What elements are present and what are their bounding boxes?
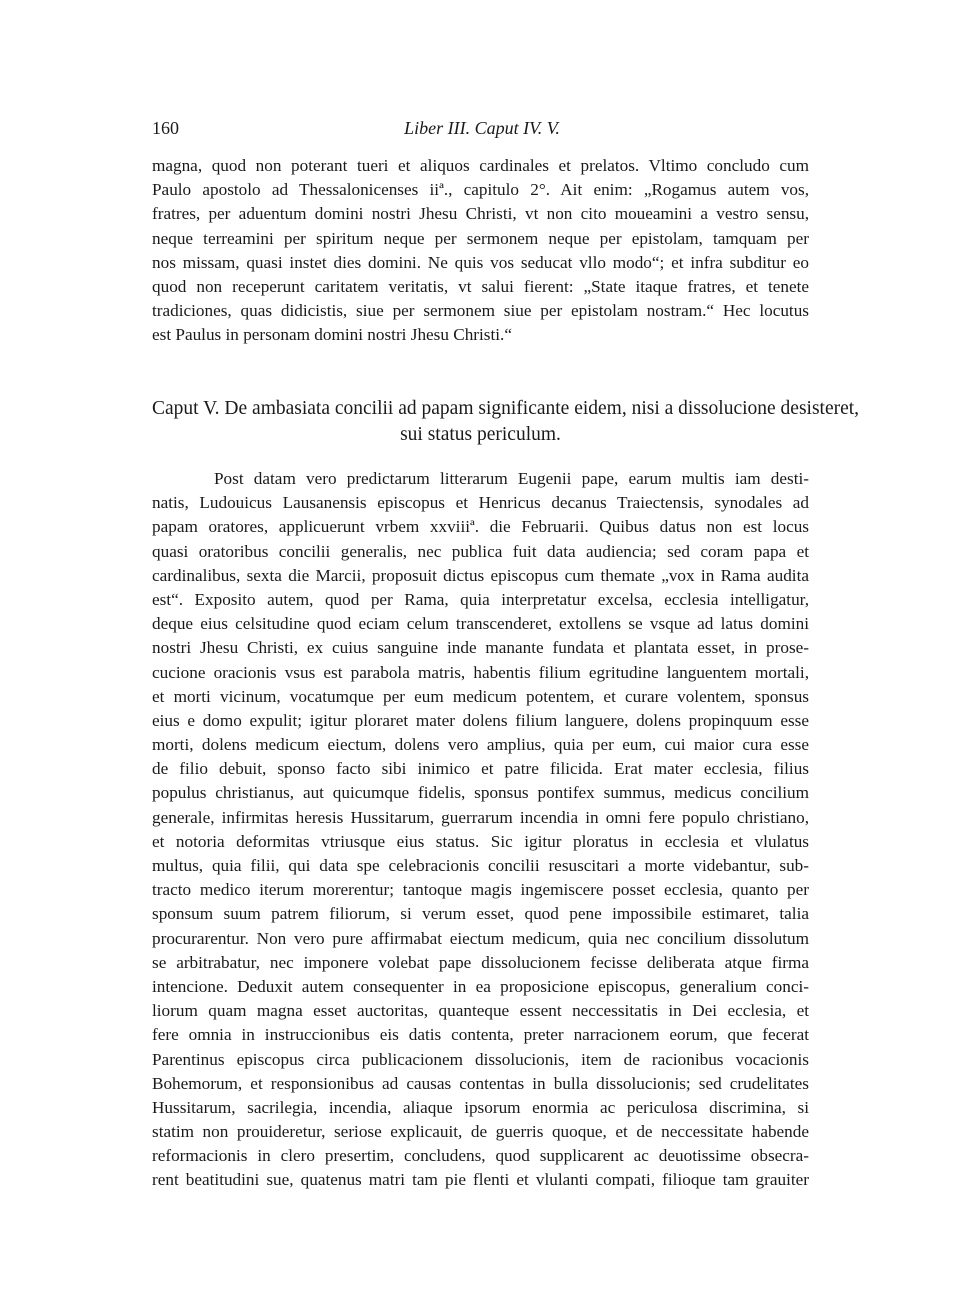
page-header — [152, 118, 812, 144]
text-line: natis, Ludouicus Lausanensis episcopus et Henricus decanus Traiectensis, synodales ad — [152, 493, 809, 513]
text-line: Bohemorum, et responsionibus ad causas contentas in bulla dissolucionis; sed crudelitates — [152, 1073, 809, 1093]
text-line: cardinalibus, sexta die Marcii, proposuit dictus episcopus cum themate „vox in Rama audita — [152, 565, 809, 585]
chapter-body — [152, 467, 809, 1193]
text-line: eius e domo expulit; igitur ploraret mater dolens filium languere, dolens propinquum esse — [152, 710, 809, 730]
text-line: Parentinus episcopus circa publicacionem dissolucionis, item de racionibus vocacionis — [152, 1049, 809, 1069]
text-line: deque eius celsitudine quod eciam celum transcenderet, extollens se vsque ad latus domini — [152, 614, 809, 634]
text-line: procurarentur. Non vero pure affirmabat eiectum medicum, quia nec concilium dissolutum — [152, 928, 809, 948]
text-line: morti, dolens medicum eiectum, dolens vero amplius, quia per eum, cui maior cura esse — [152, 735, 809, 755]
text-line: sponsum suum patrem filiorum, si verum esset, quod pene impossibile estimaret, talia — [152, 904, 809, 924]
text-line: populus christianus, aut quicumque fidelis, sponsus pontifex summus, medicus concilium — [152, 783, 809, 803]
text-line: intencione. Deduxit autem consequenter in ea proposicione episcopus, generalium conci- — [152, 976, 809, 996]
chapter-heading — [152, 396, 860, 448]
page-number: 160 — [152, 118, 179, 138]
text-line: fere omnia in instruccionibus eis datis contenta, preter narracionem eorum, que fecerat — [152, 1025, 809, 1045]
text-line: Paulo apostolo ad Thessalonicenses iiª., capitulo 2°. Ait enim: „Rogamus autem vos, — [152, 180, 809, 200]
heading-line: sui status periculum. — [400, 424, 561, 445]
running-title: Liber III. Caput IV. V. — [404, 118, 560, 138]
text-line: fratres, per aduentum domini nostri Jhesu Christi, vt non cito moueamini a vestro sensu, — [152, 204, 809, 224]
text-line: rent beatitudini sue, quatenus matri tam pie flenti et vlulanti compati, filioque tam grauiter — [152, 1170, 809, 1190]
text-line: generale, infirmitas heresis Hussitarum, guerrarum incendia in omni fere populo christiano, — [152, 807, 809, 827]
text-line: tradiciones, quas didicistis, siue per sermonem siue per epistolam nostram.“ Hec locutus — [152, 301, 809, 321]
heading-line: Caput V. De ambasiata concilii ad papam significante eidem, nisi a dissolucione desisteret, — [152, 398, 860, 419]
text-line: statim non prouideretur, seriose explicauit, de guerris quoque, et de neccessitate habende — [152, 1122, 809, 1142]
text-line: et morti vicinum, vocatumque per eum medicum potentem, et curare volentem, sponsus — [152, 686, 809, 706]
text-line: quasi oratoribus concilii generalis, nec publica fuit data audiencia; sed coram papa et — [152, 541, 809, 561]
text-line: tracto medico iterum morerentur; tantoque magis ingemiscere posset ecclesia, quanto per — [152, 880, 809, 900]
text-line: reformacionis in clero presertim, concludens, quod supplicarent ac deuotissime obsecra- — [152, 1146, 809, 1166]
text-line: cucione oracionis vsus est parabola matris, habentis filium egritudine languentem mortali, — [152, 662, 809, 682]
paragraph-continuation — [152, 154, 809, 348]
text-line: liorum quam magna esset auctoritas, quanteque essent neccessitatis in Dei ecclesia, et — [152, 1001, 809, 1021]
text-line: se arbitrabatur, nec imponere volebat pape dissolucionem fecisse deliberata atque firma — [152, 952, 809, 972]
text-line: est“. Exposito autem, quod per Rama, quia interpretatur excelsa, ecclesia intelligatur, — [152, 589, 809, 609]
text-line: papam oratores, applicuerunt vrbem xxviiiª. die Februarii. Quibus datus non est locus — [152, 517, 809, 537]
text-line: est Paulus in personam domini nostri Jhesu Christi.“ — [152, 325, 512, 345]
text-line: nos missam, quasi instet dies domini. Ne quis vos seducat vllo modo“; et infra subditur eo — [152, 252, 809, 272]
text-line: de filio debuit, sponso facto sibi inimico et patre filicida. Erat mater ecclesia, filius — [152, 759, 809, 779]
text-line: neque terreamini per spiritum neque per sermonem neque per epistolam, tamquam per — [152, 228, 809, 248]
text-line: quod non receperunt caritatem veritatis, vt salui fierent: „State itaque fratres, et tenete — [152, 276, 809, 296]
text-line: Hussitarum, sacrilegia, incendia, aliaque ipsorum enormia ac periculosa discrimina, si — [152, 1097, 809, 1117]
text-line: magna, quod non poterant tueri et aliquos cardinales et prelatos. Vltimo concludo cum — [152, 156, 809, 175]
text-line: nostri Jhesu Christi, ex cuius sanguine inde manante fundata et plantata esset, in prose- — [152, 638, 809, 658]
text-line: et notoria deformitas vtriusque eius status. Sic igitur ploratus in ecclesia et vlulatus — [152, 831, 809, 851]
text-line: Post datam vero predictarum litterarum Eugenii pape, earum multis iam desti- — [214, 469, 809, 488]
text-line: multus, quia filii, qui data spe celebracionis concilii resuscitari a morte videbantur, sub- — [152, 856, 809, 875]
